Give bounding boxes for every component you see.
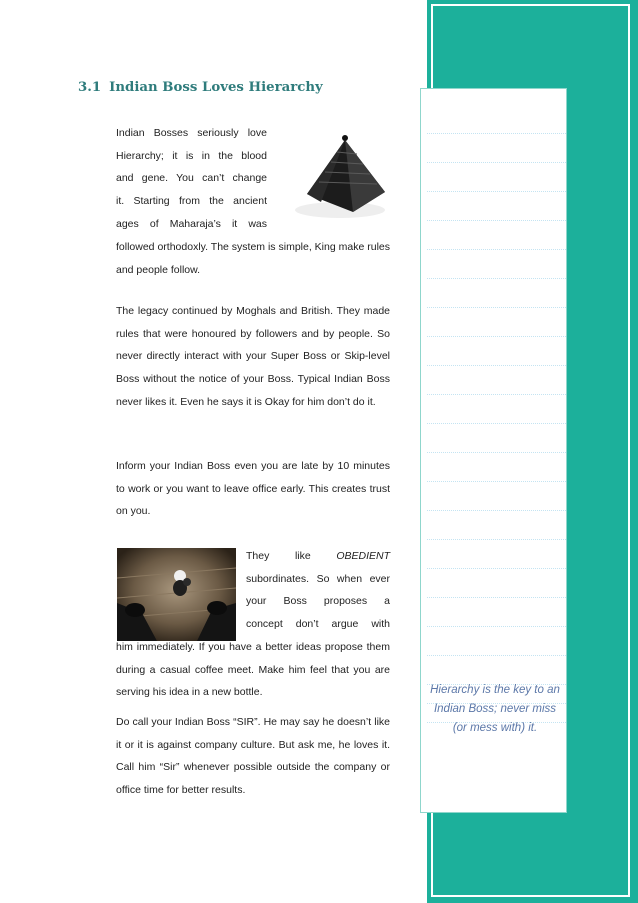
ruled-line (427, 481, 566, 482)
text-line: ages of Maharaja’s it was (116, 217, 267, 230)
text-line: your Boss proposes a (246, 595, 390, 608)
section-heading (78, 80, 323, 95)
text-line: it. Starting from the ancient (116, 195, 267, 208)
ruled-line (427, 655, 566, 656)
paragraph-1-wrapped (116, 122, 267, 236)
ruled-line (427, 162, 566, 163)
sidebar-note-panel (420, 88, 567, 813)
ruled-line (427, 452, 566, 453)
ruled-line (427, 626, 566, 627)
office-photo-image (117, 548, 236, 641)
ruled-line (427, 307, 566, 308)
paragraph-4-continued: him immediately. If you have a better ideas propose them during a casual coffee meet. Make him feel that you are serving his idea in a new bottle. (116, 641, 390, 699)
paragraph-1-continued: followed orthodoxly. The system is simple, King make rules and people follow. (116, 241, 390, 276)
paragraph-4-wrapped (246, 545, 390, 636)
ruled-line (427, 568, 566, 569)
ruled-line (427, 510, 566, 511)
ruled-line (427, 423, 566, 424)
section-title: Indian Boss Loves Hierarchy (109, 80, 323, 95)
text-line (246, 545, 390, 568)
section-number: 3.1 (78, 80, 102, 95)
ruled-line (427, 191, 566, 192)
ruled-line (427, 220, 566, 221)
ruled-line (427, 539, 566, 540)
ruled-line (427, 365, 566, 366)
paragraph-5: Do call your Indian Boss “SIR”. He may say he doesn’t like it or it is against company culture. But ask me, he loves it. Call him “Sir” whenever possible outside the company or office time for better results. (116, 716, 390, 797)
paragraph-2: The legacy continued by Moghals and British. They made rules that were honoured by followers and by people. So never directly interact with your Super Boss or Skip-level Boss without the notice of your Boss. Typical Indian Boss never likes it. Even he says it is Okay for him don’t do it. (116, 305, 390, 408)
obedient-line: They like OBEDIENT (246, 550, 390, 562)
pyramid-figurine-image (285, 130, 390, 225)
pull-quote: Hierarchy is the key to an Indian Boss; never miss (or mess with) it. (430, 684, 560, 734)
text-line: subordinates. So when ever (246, 572, 390, 585)
ruled-line (427, 278, 566, 279)
paragraph-3: Inform your Indian Boss even you are late by 10 minutes to work or you want to leave office early. This creates trust on you. (116, 460, 390, 518)
ruled-line (427, 597, 566, 598)
ruled-line (427, 394, 566, 395)
ruled-line (427, 133, 566, 134)
ruled-line (427, 336, 566, 337)
text-line: Indian Bosses seriously love (116, 127, 267, 139)
text-line: concept don’t argue with (246, 618, 390, 631)
ruled-line (427, 249, 566, 250)
text-line: and gene. You can’t change (116, 172, 267, 185)
text-line: Hierarchy; it is in the blood (116, 149, 267, 162)
